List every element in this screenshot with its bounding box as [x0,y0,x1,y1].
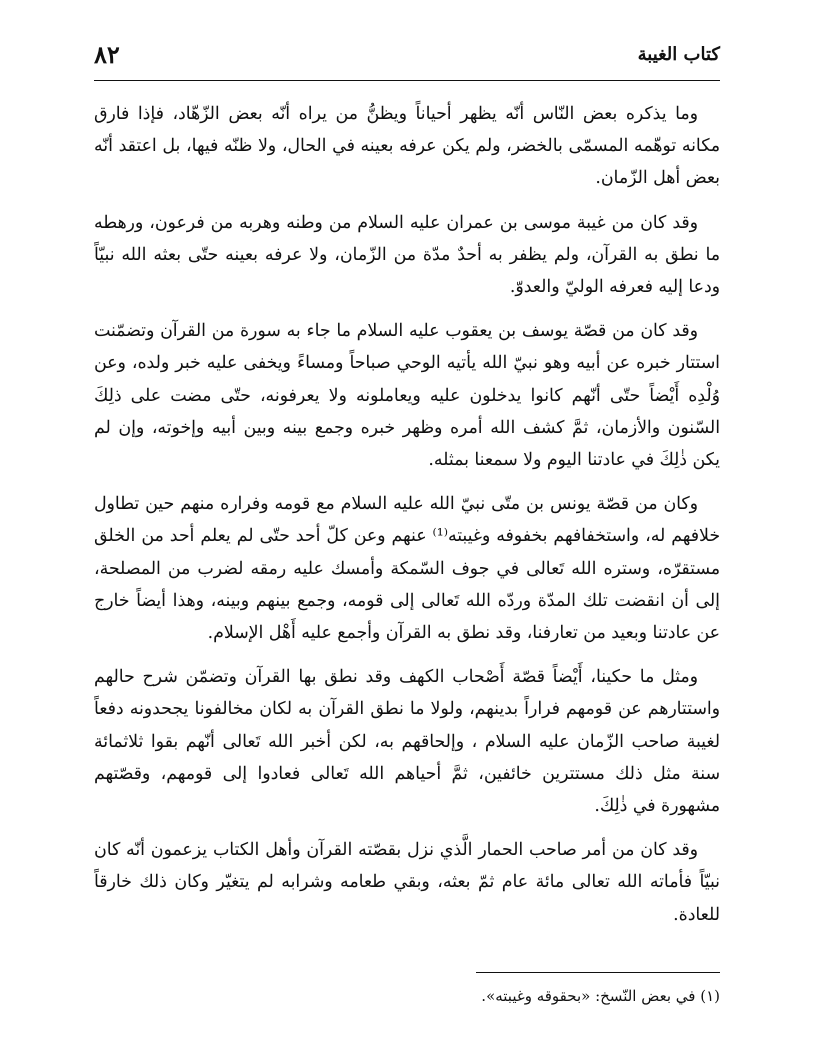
header-divider [94,80,720,81]
paragraph: وكان من قصّة يونس بن متّى نبيّ الله عليه السلام مع قومه وفراره منهم حين تطاول خلافهم له، واستخفافهم بخفوفه وغيبته⁽¹⁾ عنهم وعن كلّ أحد حتّى لم يعلم أحد من الخلق مستقرّه، وستره الله تَعالى في جوف السّمكة وأمسك عليه رمقه لضرب من المصلحة، إلى أن انقضت تلك المدّة وردّه الله تَعالى إلى قومه، وجمع بينهم وبينه، وهذا أيضاً خارج عن عادتنا وبعيد من تعارفنا، وقد نطق به القرآن وأجمع عليه أَهْل الإسلام. [94,494,720,644]
main-text [94,98,720,943]
page-number: ٨٢ [94,40,120,69]
footnote: (١) في بعض النّسخ: «بحقوقه وغيبته». [481,987,720,1005]
paragraph: وقد كان من قصّة يوسف بن يعقوب عليه السلام ما جاء به سورة من القرآن وتضمّنت استتار خبره عن أبيه وهو نبيّ الله يأتيه الوحي صباحاً ومساءً ويخفى عليه خبر ولده، وعن وُلْدِه أَيْضاً حتّى أنّهم كانوا يدخلون عليه ويعاملونه ولا يعرفونه، حتّى مضت على ذلِكَ السّنون والأزمان، ثمَّ كشف الله أمره وظهر خبره وجمع بينه وبين أبيه وإخوته، وإن لم يكن ذٰلِكَ في عادتنا اليوم ولا سمعنا بمثله. [94,321,720,471]
paragraph: وقد كان من غيبة موسى بن عمران عليه السلام من وطنه وهربه من فرعون، ورهطه ما نطق به القرآن، ولم يظفر به أحدٌ مدّة من الزّمان، ولا عرفه بعينه حتّى بعثه الله نبيّاً ودعا إليه فعرفه الوليّ والعدوّ. [94,212,720,298]
paragraph: ومثل ما حكينا، أَيْضاً قصّة أَصْحاب الكهف وقد نطق بها القرآن وتضمّن شرح حالهم واستتارهم عن قومهم فراراً بدينهم، ولولا ما نطق القرآن به لكان مخالفونا يجحدونه دفعاً لغيبة صاحب الزّمان عليه السلام ، وإلحاقهم به، لكن أخبر الله تَعالى أنّهم بقوا ثلاثمائة سنة مثل ذلك مستترين خائفين، ثمَّ أحياهم الله تَعالى فعادوا إلى قومهم، وقصّتهم مشهورة في ذٰلِكَ. [94,667,720,817]
paragraph: وما يذكره بعض النّاس أنّه يظهر أحياناً ويظنُّ من يراه أنّه بعض الزّهّاد، فإذا فارق مكانه توهّمه المسمّى بالخضر، ولم يكن عرفه بعينه في الحال، ولا ظنّه فيها، بل اعتقد أنّه بعض أهل الزّمان. [94,104,720,189]
paragraph: وقد كان من أمر صاحب الحمار الَّذي نزل بقصّته القرآن وأهل الكتاب يزعمون أنّه كان نبيّاً فأماته الله تعالى مائة عام ثمّ بعثه، وبقي طعامه وشرابه لم يتغيّر وكان ذلك خارقاً للعادة. [94,840,720,925]
page-header [94,40,720,72]
running-title: كتاب الغيبة [637,44,720,65]
footnote-divider [476,972,720,973]
